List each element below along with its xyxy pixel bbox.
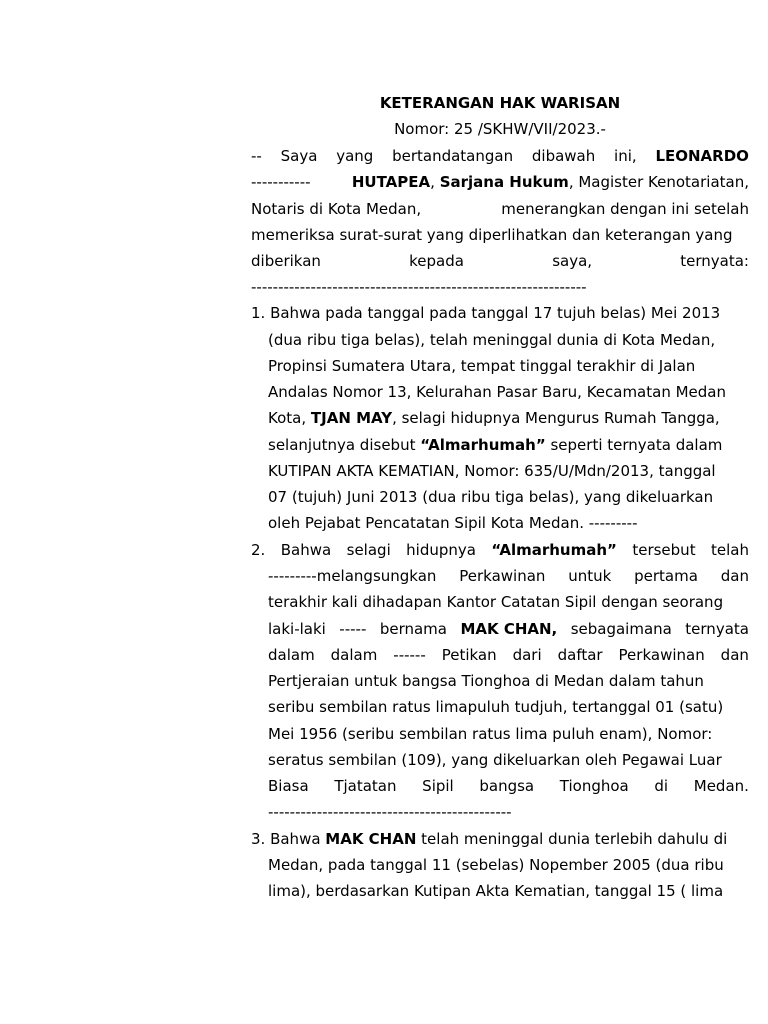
text-word: LEONARDO	[655, 147, 749, 165]
text-word: 2.	[251, 541, 266, 559]
text-line: seratus sembilan (109), yang dikeluarkan oleh Pegawai Luar	[268, 751, 722, 769]
text-word: bernama	[379, 620, 447, 638]
text-line: 3. Bahwa MAK CHAN telah meninggal dunia terlebih dahulu di	[251, 830, 728, 848]
text-line: (dua ribu tiga belas), telah meninggal dunia di Kota Medan,	[268, 331, 716, 349]
text-word: dan	[720, 646, 749, 664]
text-line: memeriksa surat-surat yang diperlihatkan dan keterangan yang	[251, 226, 733, 244]
text-word: diberikan	[251, 252, 321, 270]
text-line: 1. Bahwa pada tanggal pada tanggal 17 tujuh belas) Mei 2013	[251, 304, 721, 322]
text-word: ternyata	[685, 620, 749, 638]
text-line: Kota, TJAN MAY, selagi hidupnya Mengurus Rumah Tangga,	[268, 409, 720, 427]
text-word: laki-laki	[268, 620, 326, 638]
text-word: -----	[339, 620, 367, 638]
text-word: “Almarhumah”	[491, 541, 617, 559]
text-line	[268, 620, 749, 638]
text-word: dalam	[268, 646, 315, 664]
text-line	[268, 567, 749, 585]
text-line	[251, 200, 749, 218]
text-word: Tjatatan	[334, 777, 397, 795]
text-word: Medan.	[693, 777, 749, 795]
text-line: Pertjeraian untuk bangsa Tionghoa di Medan dalam tahun	[268, 672, 704, 690]
text-word: Tionghoa	[559, 777, 629, 795]
text-word: yang	[336, 147, 374, 165]
text-word: ------	[393, 646, 426, 664]
text-line: --------------------------------------------------------------	[251, 278, 587, 296]
text-word: MAK CHAN,	[460, 620, 558, 638]
text-line	[268, 777, 749, 795]
text-line: Propinsi Sumatera Utara, tempat tinggal terakhir di Jalan	[268, 357, 696, 375]
text-word: Notaris di Kota Medan,	[251, 200, 422, 218]
text-word: Bahwa	[280, 541, 332, 559]
text-line: terakhir kali dihadapan Kantor Catatan Sipil dengan seorang	[268, 593, 724, 611]
text-word: ---------melangsungkan	[268, 567, 437, 585]
text-word: Petikan	[441, 646, 497, 664]
text-word: daftar	[557, 646, 603, 664]
text-word: menerangkan dengan ini setelah	[501, 200, 749, 218]
text-line	[251, 173, 749, 191]
text-line: Andalas Nomor 13, Kelurahan Pasar Baru, Kecamatan Medan	[268, 383, 726, 401]
text-word: pertama	[634, 567, 698, 585]
text-word: dari	[512, 646, 542, 664]
text-word: bertandatangan	[392, 147, 514, 165]
text-word: dalam	[330, 646, 378, 664]
text-word: sebagaimana	[570, 620, 672, 638]
text-word: ternyata:	[680, 252, 749, 270]
text-line	[251, 252, 749, 270]
text-word: selagi	[346, 541, 391, 559]
text-line: seribu sembilan ratus limapuluh tudjuh, tertanggal 01 (satu)	[268, 698, 724, 716]
text-word: -----------	[251, 173, 311, 191]
text-word: hidupnya	[406, 541, 476, 559]
text-word: saya,	[552, 252, 593, 270]
text-line	[251, 541, 749, 559]
text-line: KUTIPAN AKTA KEMATIAN, Nomor: 635/U/Mdn/2013, tanggal	[268, 462, 716, 480]
text-word: kepada	[409, 252, 464, 270]
text-word: dan	[720, 567, 749, 585]
text-word: ini,	[614, 147, 637, 165]
text-line	[251, 147, 749, 165]
text-line: Mei 1956 (seribu sembilan ratus lima puluh enam), Nomor:	[268, 725, 713, 743]
text-word: di	[654, 777, 669, 795]
text-word: Biasa	[268, 777, 309, 795]
document-number: Nomor: 25 /SKHW/VII/2023.-	[394, 120, 606, 138]
text-word: tersebut	[632, 541, 696, 559]
text-word: Sipil	[422, 777, 454, 795]
text-word: Saya	[280, 147, 318, 165]
text-word: Perkawinan	[618, 646, 705, 664]
text-line: selanjutnya disebut “Almarhumah” seperti ternyata dalam	[268, 436, 723, 454]
document-title: KETERANGAN HAK WARISAN	[379, 94, 621, 112]
text-word: Perkawinan	[459, 567, 546, 585]
text-line: ---------------------------------------------	[268, 803, 512, 821]
text-line: lima), berdasarkan Kutipan Akta Kematian, tanggal 15 ( lima	[268, 882, 724, 900]
text-word: telah	[711, 541, 749, 559]
text-line: Medan, pada tanggal 11 (sebelas) Nopember 2005 (dua ribu	[268, 856, 724, 874]
text-word: HUTAPEA, Sarjana Hukum, Magister Kenotariatan,	[351, 173, 749, 191]
text-line	[268, 646, 749, 664]
text-line: 07 (tujuh) Juni 2013 (dua ribu tiga belas), yang dikeluarkan	[268, 488, 714, 506]
text-word: dibawah	[531, 147, 596, 165]
text-word: untuk	[568, 567, 612, 585]
text-word: bangsa	[479, 777, 535, 795]
text-word: --	[251, 147, 262, 165]
text-line: oleh Pejabat Pencatatan Sipil Kota Medan. ---------	[268, 514, 638, 532]
